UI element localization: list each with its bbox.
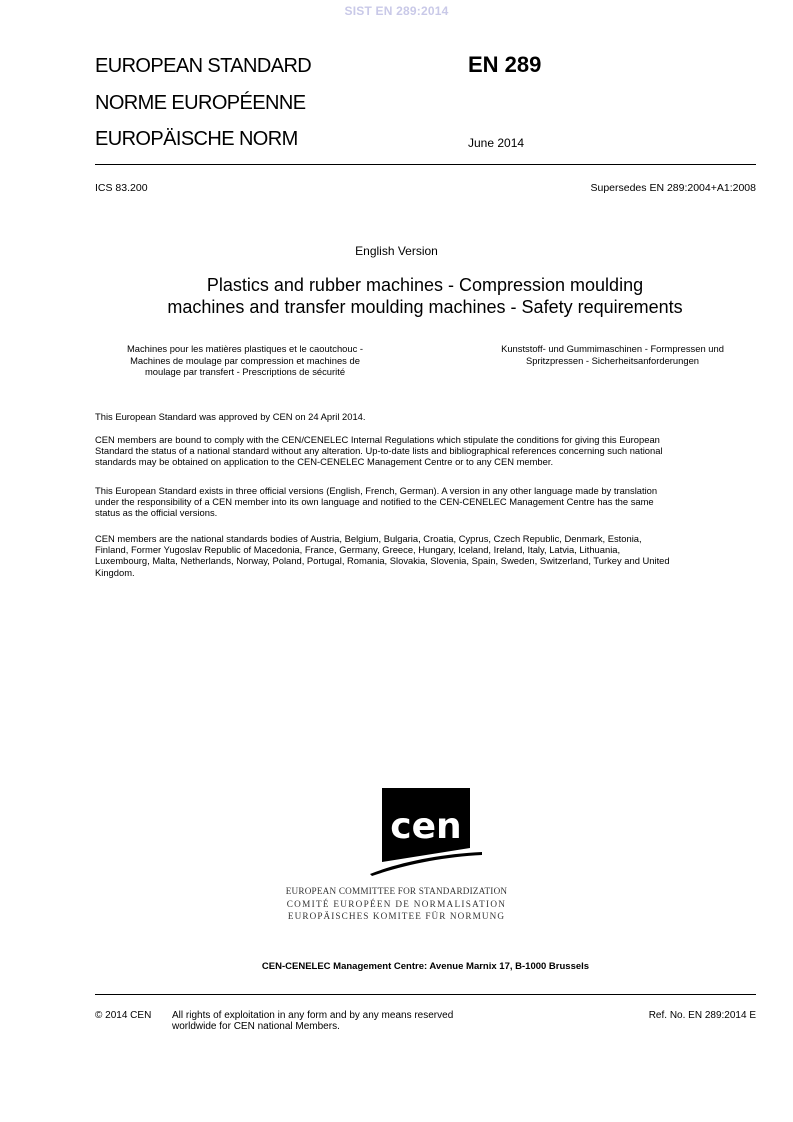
title-line: machines and transfer moulding machines - Safety requirements: [167, 297, 683, 317]
paragraph-line: This European Standard exists in three official versions (English, French, German). A version in any other language made by translation: [95, 485, 658, 496]
standard-number: EN 289: [468, 52, 542, 77]
rights-line: worldwide for CEN national Members.: [172, 1021, 340, 1033]
versions-paragraph: [95, 485, 760, 519]
standard-name-fr: NORME EUROPÉENNE: [95, 92, 306, 114]
logo-text: cen: [390, 806, 462, 847]
rights-statement: [172, 1010, 453, 1032]
document-title: [100, 274, 750, 318]
header-divider: [95, 164, 756, 165]
german-title: [460, 343, 765, 366]
paragraph-line: Luxembourg, Malta, Netherlands, Norway, Poland, Portugal, Romania, Slovakia, Slovenia, Spain, Sweden, Switzerland, Turkey and United: [95, 555, 670, 567]
paragraph-line: Kingdom.: [95, 566, 135, 578]
rights-line: All rights of exploitation in any form and by any means reserved: [172, 1010, 454, 1021]
german-title-line: Spritzpressen - Sicherheitsanforderungen: [525, 354, 699, 366]
title-line: Plastics and rubber machines - Compression moulding: [206, 275, 644, 295]
french-title-line: Machines pour les matières plastiques et le caoutchouc -: [126, 343, 364, 354]
language-version: English Version: [355, 244, 438, 258]
standard-name-de: EUROPÄISCHE NORM: [95, 128, 298, 150]
cen-logo-icon: [370, 788, 482, 876]
supersedes-note: Supersedes EN 289:2004+A1:2008: [590, 182, 756, 194]
paragraph-line: CEN members are the national standards bodies of Austria, Belgium, Bulgaria, Croatia, Cyprus, Czech Republic, Denmark, Estonia,: [95, 533, 642, 544]
watermark: SIST EN 289:2014: [344, 4, 449, 18]
ics-code: ICS 83.200: [95, 182, 148, 194]
org-name-de: EUROPÄISCHES KOMITEE FÜR NORMUNG: [287, 911, 506, 921]
publication-date: June 2014: [468, 136, 525, 150]
members-paragraph: [95, 533, 760, 578]
paragraph-line: CEN members are bound to comply with the CEN/CENELEC Internal Regulations which stipulate the conditions for giving this European: [95, 434, 660, 445]
german-title-line: Kunststoff- und Gummimaschinen - Formpressen und: [501, 343, 724, 354]
standard-name-en: EUROPEAN STANDARD: [95, 55, 312, 77]
management-centre-address: CEN-CENELEC Management Centre: Avenue Marnix 17, B-1000 Brussels: [261, 961, 590, 972]
footer-divider: [95, 994, 756, 995]
french-title-line: Machines de moulage par compression et machines de: [130, 354, 360, 366]
french-title: [95, 343, 395, 378]
paragraph-line: status as the official versions.: [95, 507, 218, 519]
paragraph-line: Standard the status of a national standard without any alteration. Up-to-date lists and bibliographical references concerning such national: [95, 445, 663, 457]
copyright: © 2014 CEN: [95, 1010, 152, 1021]
paragraph-line: under the responsibility of a CEN member into its own language and notified to the CEN-CENELEC Management Centre has the same: [95, 496, 654, 508]
org-name-fr: COMITÉ EUROPÉEN DE NORMALISATION: [286, 899, 507, 909]
paragraph-line: Finland, Former Yugoslav Republic of Macedonia, France, Germany, Greece, Hungary, Iceland, Ireland, Italy, Latvia, Lithuania,: [95, 544, 621, 556]
org-name-en: EUROPEAN COMMITTEE FOR STANDARDIZATION: [285, 886, 508, 896]
french-title-line: moulage par transfert - Prescriptions de sécurité: [144, 366, 346, 377]
reference-number: Ref. No. EN 289:2014 E: [648, 1010, 756, 1021]
paragraph-line: standards may be obtained on application to the CEN-CENELEC Management Centre or to any CEN member.: [95, 456, 554, 468]
comply-paragraph: [95, 434, 760, 468]
approval-paragraph: This European Standard was approved by CEN on 24 April 2014.: [95, 411, 366, 422]
